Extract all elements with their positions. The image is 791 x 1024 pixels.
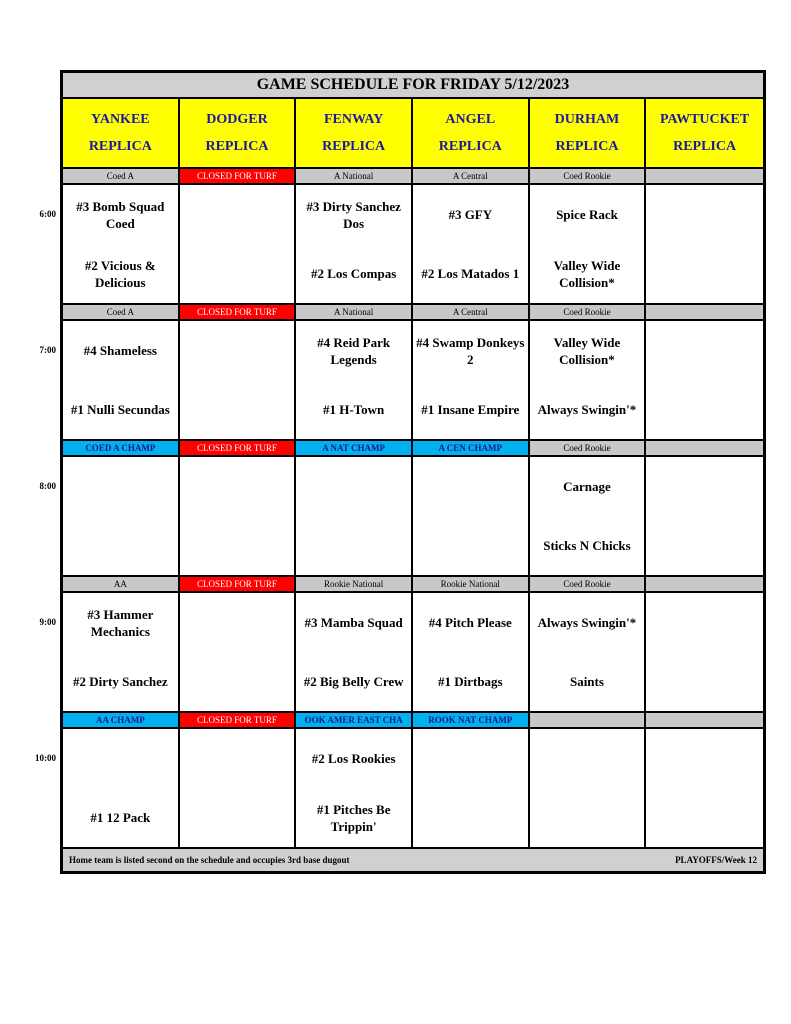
home-team bbox=[646, 652, 763, 711]
field-type: REPLICA bbox=[88, 139, 152, 154]
division-label: Coed Rookie bbox=[530, 577, 647, 591]
division-label: Coed Rookie bbox=[530, 441, 647, 455]
schedule-title: GAME SCHEDULE FOR FRIDAY 5/12/2023 bbox=[63, 73, 763, 99]
game-cell bbox=[413, 593, 530, 711]
game-cell bbox=[646, 457, 763, 575]
game-cell bbox=[646, 321, 763, 439]
home-team: #1 12 Pack bbox=[90, 810, 151, 825]
home-team bbox=[180, 516, 295, 575]
time-label: 6:00 bbox=[39, 208, 56, 219]
game-cell bbox=[646, 185, 763, 303]
home-team bbox=[646, 516, 763, 575]
game-cell bbox=[180, 321, 297, 439]
time-slot bbox=[63, 713, 763, 849]
field-name: FENWAY bbox=[323, 112, 384, 127]
time-column bbox=[0, 0, 60, 1024]
field-name: DODGER bbox=[206, 112, 268, 127]
division-label: AA CHAMP bbox=[63, 713, 180, 727]
time-label: 7:00 bbox=[39, 344, 56, 355]
home-team bbox=[63, 516, 178, 575]
home-team bbox=[646, 244, 763, 303]
away-team bbox=[63, 729, 178, 788]
division-label: Rookie National bbox=[296, 577, 413, 591]
home-team bbox=[413, 516, 528, 575]
time-label: 8:00 bbox=[39, 480, 56, 491]
division-label: Coed Rookie bbox=[530, 169, 647, 183]
home-team: #2 Los Compas bbox=[311, 266, 397, 281]
game-cell bbox=[530, 185, 647, 303]
game-cell bbox=[413, 457, 530, 575]
away-team bbox=[63, 457, 178, 516]
home-team: #1 Pitches Be Trippin' bbox=[316, 801, 391, 834]
footer-week: PLAYOFFS/Week 12 bbox=[675, 855, 757, 865]
home-team bbox=[180, 244, 295, 303]
field-type: REPLICA bbox=[322, 139, 386, 154]
game-cell bbox=[530, 729, 647, 847]
away-team bbox=[413, 457, 528, 516]
division-label: CLOSED FOR TURF bbox=[180, 713, 297, 727]
division-row bbox=[63, 577, 763, 593]
field-name: DURHAM bbox=[554, 112, 620, 127]
division-label: A Central bbox=[413, 169, 530, 183]
field-type: REPLICA bbox=[205, 139, 269, 154]
time-label: 10:00 bbox=[35, 752, 56, 763]
home-team: #1 Nulli Secundas bbox=[70, 402, 170, 417]
game-cell bbox=[63, 729, 180, 847]
away-team: #3 Bomb Squad Coed bbox=[76, 198, 165, 231]
home-team: #2 Big Belly Crew bbox=[303, 674, 404, 689]
division-label: AA bbox=[63, 577, 180, 591]
division-label: Rookie National bbox=[413, 577, 530, 591]
home-team bbox=[180, 380, 295, 439]
away-team bbox=[646, 729, 763, 788]
division-row bbox=[63, 713, 763, 729]
away-team bbox=[180, 457, 295, 516]
away-team: #2 Los Rookies bbox=[311, 751, 396, 766]
home-team: Valley Wide Collision* bbox=[553, 257, 621, 290]
home-team bbox=[646, 380, 763, 439]
away-team: Always Swingin'* bbox=[537, 615, 637, 630]
division-label bbox=[530, 713, 647, 727]
away-team: Spice Rack bbox=[556, 207, 618, 222]
away-team: #4 Reid Park Legends bbox=[317, 334, 391, 367]
games-row bbox=[63, 457, 763, 575]
games-row bbox=[63, 321, 763, 439]
field-header-yankee bbox=[63, 99, 180, 167]
home-team: Saints bbox=[569, 674, 604, 689]
field-header-dodger bbox=[180, 99, 297, 167]
field-type: REPLICA bbox=[438, 139, 502, 154]
division-label: A CEN CHAMP bbox=[413, 441, 530, 455]
away-team: Carnage bbox=[563, 479, 611, 494]
home-team: #2 Los Matados 1 bbox=[421, 266, 520, 281]
division-row bbox=[63, 169, 763, 185]
games-row bbox=[63, 729, 763, 847]
field-header-durham bbox=[530, 99, 647, 167]
division-label bbox=[646, 713, 763, 727]
home-team: #1 Insane Empire bbox=[421, 402, 520, 417]
home-team bbox=[296, 516, 411, 575]
division-label: OOK AMER EAST CHA bbox=[296, 713, 413, 727]
away-team: #4 Shameless bbox=[83, 343, 157, 358]
away-team bbox=[180, 321, 295, 380]
game-cell bbox=[180, 593, 297, 711]
division-label: CLOSED FOR TURF bbox=[180, 169, 297, 183]
division-label: A Central bbox=[413, 305, 530, 319]
game-cell bbox=[296, 321, 413, 439]
division-label: A National bbox=[296, 169, 413, 183]
game-cell bbox=[646, 729, 763, 847]
away-team bbox=[530, 729, 645, 788]
division-label: A National bbox=[296, 305, 413, 319]
away-team bbox=[180, 593, 295, 652]
home-team: #1 Dirtbags bbox=[437, 674, 503, 689]
games-row bbox=[63, 593, 763, 711]
time-slot bbox=[63, 577, 763, 713]
schedule-sheet bbox=[60, 70, 766, 874]
division-label bbox=[646, 305, 763, 319]
home-team: #1 H-Town bbox=[322, 402, 385, 417]
games-row bbox=[63, 185, 763, 303]
home-team bbox=[180, 788, 295, 847]
division-row bbox=[63, 305, 763, 321]
division-label: CLOSED FOR TURF bbox=[180, 441, 297, 455]
game-cell bbox=[296, 729, 413, 847]
division-label: COED A CHAMP bbox=[63, 441, 180, 455]
time-label: 9:00 bbox=[39, 616, 56, 627]
game-cell bbox=[530, 321, 647, 439]
division-label: Coed A bbox=[63, 169, 180, 183]
away-team: #3 Hammer Mechanics bbox=[87, 606, 154, 639]
division-label bbox=[646, 441, 763, 455]
home-team: Always Swingin'* bbox=[537, 402, 637, 417]
field-type: REPLICA bbox=[673, 139, 737, 154]
division-label: CLOSED FOR TURF bbox=[180, 305, 297, 319]
field-name: PAWTUCKET bbox=[660, 112, 750, 127]
game-cell bbox=[296, 457, 413, 575]
schedule-footer bbox=[63, 849, 763, 871]
game-cell bbox=[63, 321, 180, 439]
game-cell bbox=[530, 593, 647, 711]
away-team bbox=[296, 457, 411, 516]
away-team bbox=[413, 729, 528, 788]
game-cell bbox=[63, 185, 180, 303]
away-team bbox=[180, 729, 295, 788]
division-label: A NAT CHAMP bbox=[296, 441, 413, 455]
game-cell bbox=[296, 185, 413, 303]
field-type: REPLICA bbox=[555, 139, 619, 154]
away-team: #4 Pitch Please bbox=[428, 615, 512, 630]
time-slot bbox=[63, 305, 763, 441]
home-team: #2 Vicious & Delicious bbox=[84, 257, 156, 290]
game-cell bbox=[413, 185, 530, 303]
division-label: Coed A bbox=[63, 305, 180, 319]
game-cell bbox=[180, 729, 297, 847]
away-team bbox=[646, 457, 763, 516]
division-label: ROOK NAT CHAMP bbox=[413, 713, 530, 727]
game-cell bbox=[646, 593, 763, 711]
home-team bbox=[413, 788, 528, 847]
away-team: #4 Swamp Donkeys 2 bbox=[416, 334, 525, 367]
time-slot bbox=[63, 441, 763, 577]
game-cell bbox=[530, 457, 647, 575]
game-cell bbox=[296, 593, 413, 711]
game-cell bbox=[180, 185, 297, 303]
field-header-pawtucket bbox=[646, 99, 763, 167]
division-label: CLOSED FOR TURF bbox=[180, 577, 297, 591]
home-team bbox=[530, 788, 645, 847]
away-team bbox=[180, 185, 295, 244]
game-cell bbox=[180, 457, 297, 575]
time-slots bbox=[63, 169, 763, 849]
division-label bbox=[646, 577, 763, 591]
away-team bbox=[646, 321, 763, 380]
away-team: #3 Dirty Sanchez Dos bbox=[306, 198, 401, 231]
away-team bbox=[646, 185, 763, 244]
division-label: Coed Rookie bbox=[530, 305, 647, 319]
home-team: #2 Dirty Sanchez bbox=[73, 674, 168, 689]
home-team bbox=[180, 652, 295, 711]
away-team bbox=[646, 593, 763, 652]
field-header-angel bbox=[413, 99, 530, 167]
game-cell bbox=[413, 729, 530, 847]
division-label bbox=[646, 169, 763, 183]
game-cell bbox=[413, 321, 530, 439]
away-team: #3 Mamba Squad bbox=[304, 615, 403, 630]
field-name: ANGEL bbox=[445, 112, 496, 127]
footer-note: Home team is listed second on the schedule and occupies 3rd base dugout bbox=[69, 855, 350, 865]
field-name: YANKEE bbox=[91, 112, 150, 127]
away-team: #3 GFY bbox=[448, 207, 493, 222]
home-team: Sticks N Chicks bbox=[543, 538, 631, 553]
away-team: Valley Wide Collision* bbox=[553, 334, 621, 367]
home-team bbox=[646, 788, 763, 847]
field-header-fenway bbox=[296, 99, 413, 167]
game-cell bbox=[63, 593, 180, 711]
field-header-row bbox=[63, 99, 763, 169]
game-cell bbox=[63, 457, 180, 575]
time-slot bbox=[63, 169, 763, 305]
division-row bbox=[63, 441, 763, 457]
